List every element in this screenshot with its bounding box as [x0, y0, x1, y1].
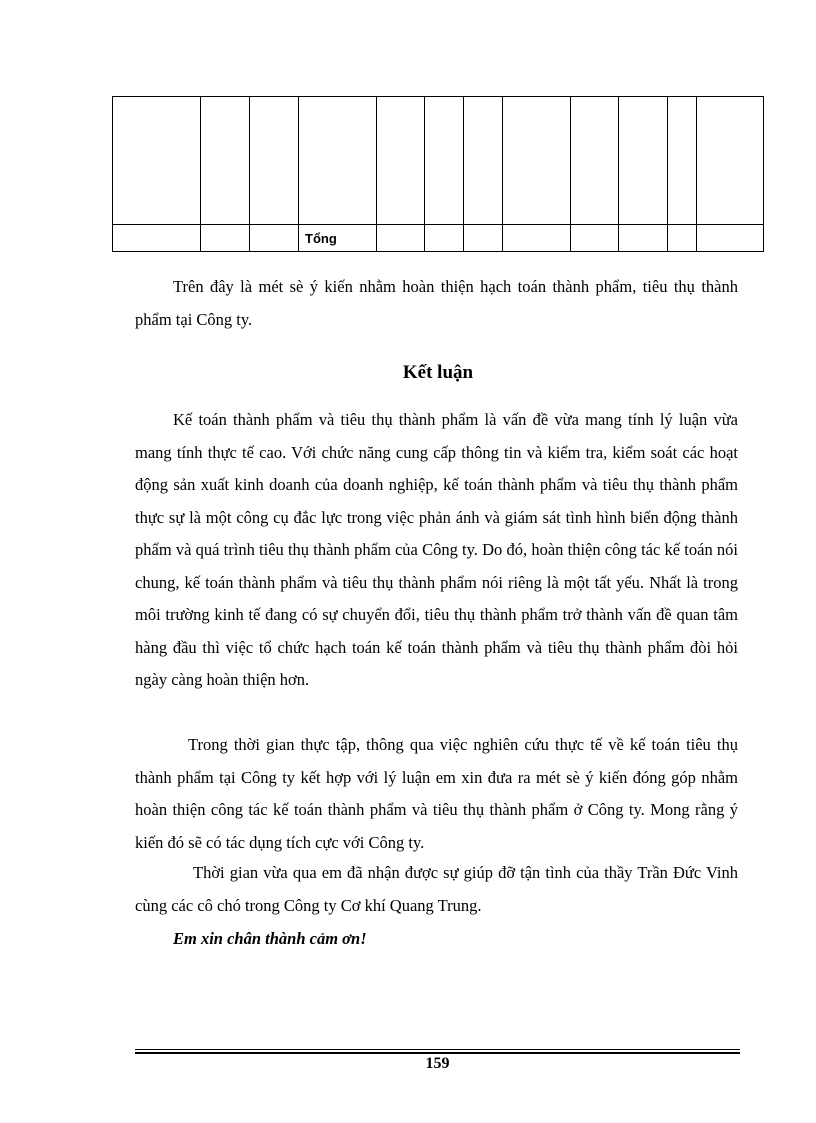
conclusion-paragraph-2: Trong thời gian thực tập, thông qua việc nghiên cứu thực tế về kế toán tiêu thụ thành phẩm tại Công ty kết hợp với lý luận em xin đưa ra mét sè ý kiến đóng góp nhằm hoàn thiện công tác kế toán thành phẩm và tiêu thụ thành phẩm ở Công ty. Mong rằng ý kiến đó sẽ có tác dụng tích cực với Công ty.: [135, 735, 738, 852]
conclusion-paragraph-1: Kế toán thành phẩm và tiêu thụ thành phẩm là vấn đề vừa mang tính lý luận vừa mang tính thực tế cao. Với chức năng cung cấp thông tin và kiểm tra, kiểm soát các hoạt động sản xuất kinh doanh của doanh nghiệp, kế toán thành phẩm và tiêu thụ thành phẩm thực sự là một công cụ đắc lực trong việc phản ánh và giám sát tình hình biến động thành phẩm và quá trình tiêu thụ thành phẩm của Công ty. Do đó, hoàn thiện công tác kế toán nói chung, kế toán thành phẩm và tiêu thụ thành phẩm nói riêng là một tất yếu. Nhất là trong môi trường kinh tế đang có sự chuyển đổi, tiêu thụ thành phẩm trở thành vấn đề quan tâm hàng đầu thì việc tổ chức hạch toán kế toán thành phẩm và tiêu thụ thành phẩm đòi hỏi ngày càng hoàn thiện hơn.: [135, 410, 738, 689]
footer-rule-thick: [135, 1052, 740, 1054]
table-total-row: [113, 225, 764, 252]
total-label: Tổng: [299, 225, 377, 252]
conclusion-paragraph-3: Thời gian vừa qua em đã nhận được sự giúp đỡ tận tình của thầy Trần Đức Vinh cùng các cô chó trong Công ty Cơ khí Quang Trung.: [135, 863, 738, 915]
footer-rule: [135, 1049, 740, 1050]
conclusion-heading: Kết luận: [402, 362, 474, 383]
intro-paragraph: Trên đây là mét sè ý kiến nhằm hoàn thiện hạch toán thành phẩm, tiêu thụ thành phẩm tại Công ty.: [135, 277, 738, 329]
page-number: 159: [425, 1055, 450, 1072]
table-row: [113, 97, 764, 225]
closing-line: Em xin chân thành cảm ơn!: [173, 929, 367, 948]
summary-table: [112, 96, 764, 252]
